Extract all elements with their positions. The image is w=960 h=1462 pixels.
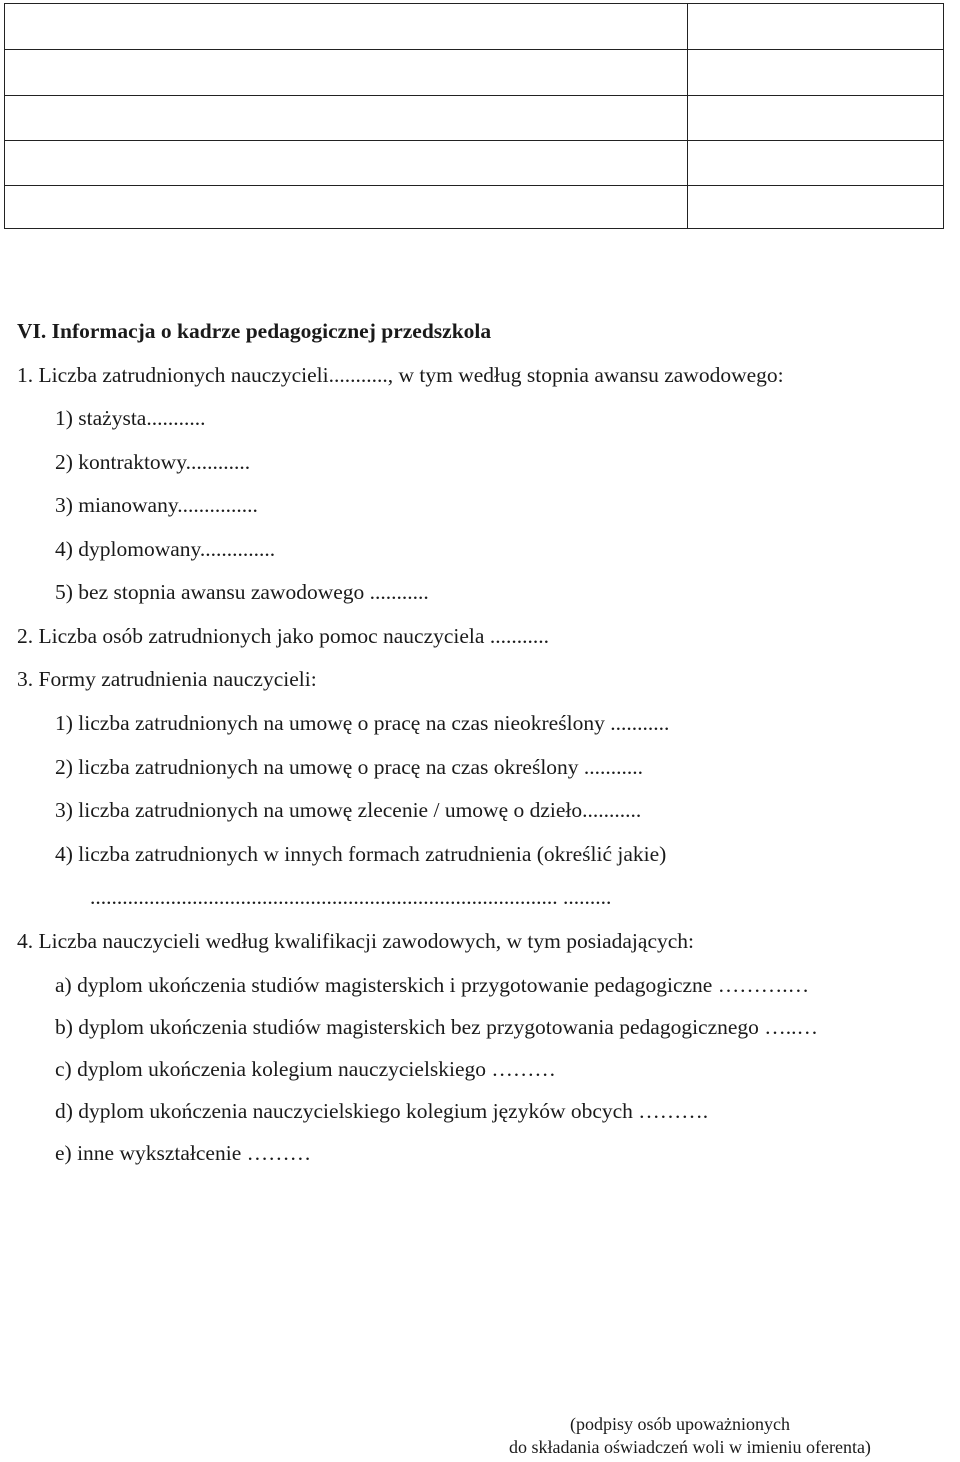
item-3-sub-1: 1) liczba zatrudnionych na umowę o pracę na czas nieokreślony ........... — [55, 711, 670, 735]
item-1-sub-1: 1) stażysta........... — [55, 406, 206, 430]
item-3-sub-2: 2) liczba zatrudnionych na umowę o pracę na czas określony ........... — [55, 755, 644, 779]
item-4-sub-d: d) dyplom ukończenia nauczycielskiego kolegium języków obcych ………. — [55, 1099, 709, 1123]
item-3-sub-4: 4) liczba zatrudnionych w innych formach zatrudnienia (określić jakie) — [55, 842, 667, 866]
item-1-sub-4: 4) dyplomowany.............. — [55, 537, 276, 561]
item-4-sub-c: c) dyplom ukończenia kolegium nauczycielskiego ……… — [55, 1057, 556, 1081]
table-cell — [688, 4, 944, 50]
item-4-sub-a: a) dyplom ukończenia studiów magisterskich i przygotowanie pedagogiczne ……….… — [55, 973, 810, 997]
table-cell — [5, 4, 688, 50]
table-cell — [688, 186, 944, 229]
signature-caption-line-1: (podpisy osób upoważnionych — [570, 1414, 790, 1434]
table-cell — [5, 186, 688, 229]
table-cell — [688, 96, 944, 141]
item-2-label: 2. Liczba osób zatrudnionych jako pomoc nauczyciela ........... — [17, 624, 549, 648]
table-cell — [5, 50, 688, 96]
item-1-sub-2: 2) kontraktowy............ — [55, 450, 251, 474]
item-1-label: 1. Liczba zatrudnionych nauczycieli..........., w tym według stopnia awansu zawodowego: — [17, 363, 784, 387]
table-cell — [5, 96, 688, 141]
item-1-sub-5: 5) bez stopnia awansu zawodowego ........... — [55, 580, 429, 604]
top-form-table — [4, 3, 944, 229]
table-cell — [5, 141, 688, 186]
table-cell — [688, 50, 944, 96]
section-heading: VI. Informacja o kadrze pedagogicznej przedszkola — [17, 319, 492, 343]
item-4-sub-b: b) dyplom ukończenia studiów magisterskich bez przygotowania pedagogicznego …..… — [55, 1015, 819, 1039]
item-3-label: 3. Formy zatrudnienia nauczycieli: — [17, 667, 317, 691]
item-3-dots-line: ....................................................................................... ......... — [90, 885, 612, 909]
signature-caption-line-2: do składania oświadczeń woli w imieniu oferenta) — [509, 1437, 871, 1457]
table-cell — [688, 141, 944, 186]
item-4-sub-e: e) inne wykształcenie ……… — [55, 1141, 312, 1165]
item-3-sub-3: 3) liczba zatrudnionych na umowę zlecenie / umowę o dzieło........... — [55, 798, 642, 822]
item-1-sub-3: 3) mianowany............... — [55, 493, 258, 517]
item-4-label: 4. Liczba nauczycieli według kwalifikacji zawodowych, w tym posiadających: — [17, 929, 694, 953]
